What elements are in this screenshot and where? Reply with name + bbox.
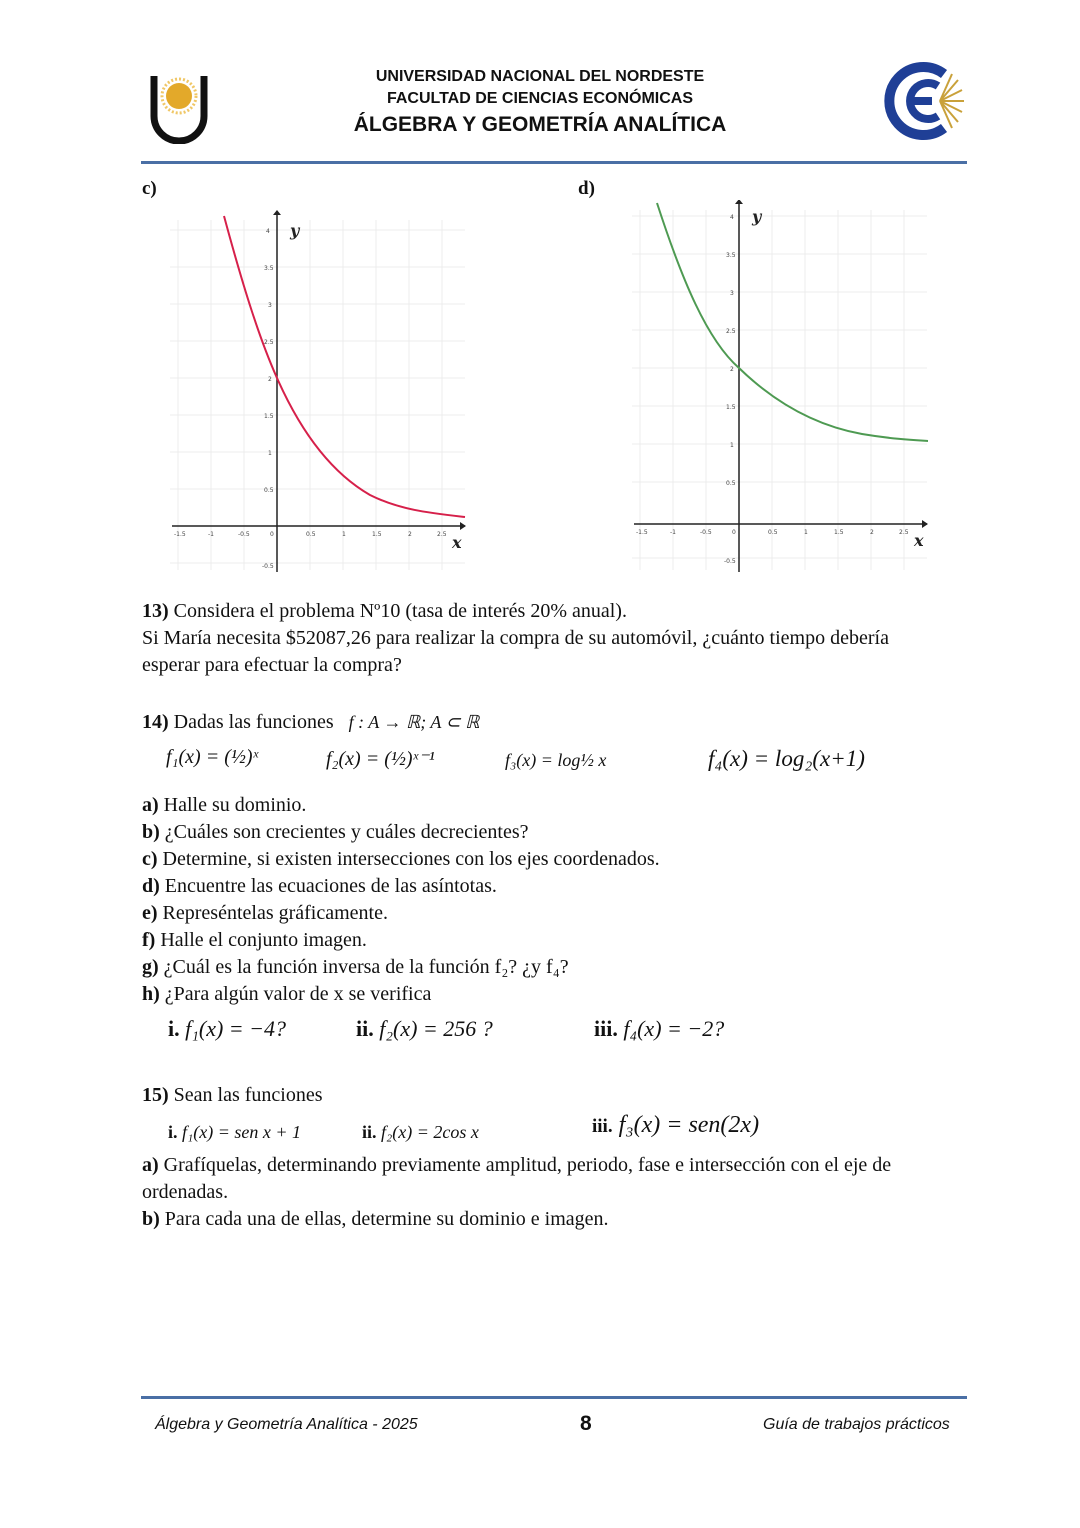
- svg-text:2: 2: [268, 376, 272, 383]
- svg-text:1.5: 1.5: [372, 531, 382, 538]
- svg-text:-1: -1: [208, 531, 214, 538]
- problem-15-iii: iii. f₃(x) = sen(2x): [592, 1112, 760, 1138]
- page-header: [0, 0, 1080, 170]
- function-f1: f₁(x) = (½)ˣ: [166, 746, 259, 768]
- svg-text:0.5: 0.5: [726, 480, 736, 487]
- svg-text:2.5: 2.5: [437, 531, 447, 538]
- svg-text:-0.5: -0.5: [262, 563, 274, 570]
- svg-text:4: 4: [266, 228, 270, 235]
- function-f4: f₄(x) = log₂(x+1): [708, 746, 865, 771]
- graph-c-label: c): [142, 178, 157, 199]
- svg-text:0: 0: [732, 529, 736, 536]
- graph-d: [632, 200, 932, 575]
- svg-text:0.5: 0.5: [306, 531, 316, 538]
- footer-left: Álgebra y Geometría Analítica - 2025: [155, 1416, 418, 1433]
- problem-14-h-iii: iii. f₄(x) = −2?: [594, 1016, 725, 1041]
- problem-14-intro: 14) Dadas las funciones f : A → ℝ; A ⊂ ℝ: [142, 711, 480, 733]
- problem-14-items: a) Halle su dominio. b) ¿Cuáles son crecientes y cuáles decrecientes? c) Determine, si existen intersecciones con los ejes coordenados. d) Encuentre las ecuaciones de las asíntotas. e) Represéntelas gráficamente. f) Halle el conjunto imagen. g) ¿Cuál es la función inversa de la función f₂? ¿y f₄? h) ¿Para algún valor de x se verifica: [142, 794, 660, 1005]
- fce-logo-icon: [880, 60, 966, 142]
- svg-text:3.5: 3.5: [264, 265, 274, 272]
- problem-14-h-ii: ii. f₂(x) = 256 ?: [356, 1016, 493, 1041]
- function-f3: f₃(x) = log½ x: [505, 750, 607, 770]
- svg-text:-1: -1: [670, 529, 676, 536]
- graph-d-label: d): [578, 178, 595, 199]
- svg-text:x: x: [914, 531, 924, 550]
- problem-14-h-i: i. f₁(x) = −4?: [168, 1016, 286, 1041]
- svg-text:3: 3: [730, 290, 734, 297]
- page-number: 8: [580, 1412, 592, 1435]
- svg-text:3.5: 3.5: [726, 252, 736, 259]
- problem-13: 13) Considera el problema Nº10 (tasa de interés 20% anual). Si María necesita $52087,26 para realizar la compra de su automóvil, ¿cuánto tiempo debería esperar para efectuar la compra?: [142, 600, 889, 676]
- svg-text:2: 2: [730, 366, 734, 373]
- svg-text:0: 0: [270, 531, 274, 538]
- course-name: ÁLGEBRA Y GEOMETRÍA ANALÍTICA: [353, 113, 727, 136]
- svg-text:-0.5: -0.5: [700, 529, 712, 536]
- svg-text:1.5: 1.5: [834, 529, 844, 536]
- svg-text:-1.5: -1.5: [174, 531, 186, 538]
- svg-text:4: 4: [730, 214, 734, 221]
- header-divider: [141, 161, 967, 164]
- svg-text:2.5: 2.5: [899, 529, 909, 536]
- graph-c: [170, 210, 470, 575]
- problem-15-ii: ii. f₂(x) = 2cos x: [362, 1122, 479, 1142]
- svg-text:-1.5: -1.5: [636, 529, 648, 536]
- svg-text:1: 1: [804, 529, 808, 536]
- footer-divider: [141, 1396, 967, 1399]
- svg-text:x: x: [452, 533, 462, 552]
- svg-text:3: 3: [268, 302, 272, 309]
- svg-text:1: 1: [730, 442, 734, 449]
- svg-text:1.5: 1.5: [726, 404, 736, 411]
- svg-text:2.5: 2.5: [264, 339, 274, 346]
- curve-d: [657, 203, 928, 441]
- curve-c: [224, 216, 465, 517]
- problem-15-items: a) Grafíquelas, determinando previamente amplitud, periodo, fase e intersección con el eje de ordenadas. b) Para cada una de ellas, determine su dominio e imagen.: [142, 1154, 892, 1230]
- svg-text:y: y: [752, 207, 762, 226]
- svg-text:-0.5: -0.5: [238, 531, 250, 538]
- problem-15-intro: 15) Sean las funciones: [142, 1084, 323, 1106]
- svg-text:1: 1: [342, 531, 346, 538]
- svg-text:-0.5: -0.5: [724, 558, 736, 565]
- svg-text:2: 2: [408, 531, 412, 538]
- svg-text:0.5: 0.5: [768, 529, 778, 536]
- svg-text:2: 2: [870, 529, 874, 536]
- footer-right: Guía de trabajos prácticos: [763, 1416, 950, 1433]
- function-f2: f₂(x) = (½)ˣ⁻¹: [326, 748, 435, 770]
- svg-text:2.5: 2.5: [726, 328, 736, 335]
- svg-text:1.5: 1.5: [264, 413, 274, 420]
- svg-text:0.5: 0.5: [264, 487, 274, 494]
- problem-15-i: i. f₁(x) = sen x + 1: [168, 1122, 302, 1142]
- svg-text:y: y: [290, 221, 300, 240]
- svg-text:1: 1: [268, 450, 272, 457]
- faculty-name: FACULTAD DE CIENCIAS ECONÓMICAS: [386, 90, 694, 107]
- university-name: UNIVERSIDAD NACIONAL DEL NORDESTE: [375, 68, 705, 85]
